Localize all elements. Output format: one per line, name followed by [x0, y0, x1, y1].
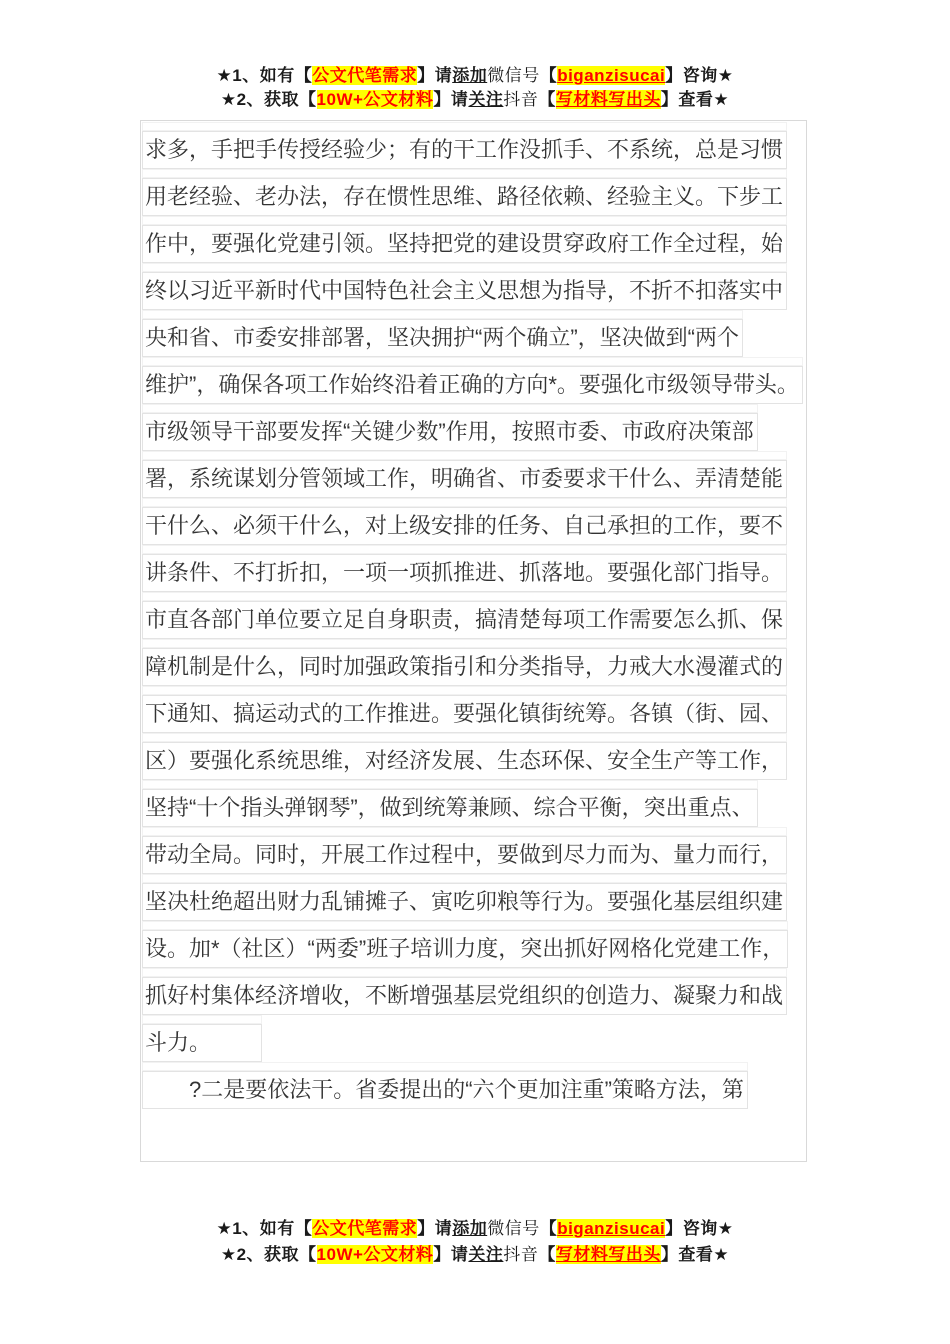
- line-spacer: [142, 968, 787, 977]
- line-spacer: [142, 639, 787, 648]
- body-line-text: 央和省、市委安排部署，坚决拥护“两个确立”，坚决做到“两个: [142, 319, 743, 357]
- body-line-text: 坚决杜绝超出财力乱铺摊子、寅吃卯粮等行为。要强化基层组织建: [142, 883, 787, 921]
- promo-segment: 】请: [433, 90, 469, 109]
- promo-segment: 添加: [452, 66, 488, 85]
- body-line-text: 署，系统谋划分管领域工作，明确省、市委要求干什么、弄清楚能: [142, 460, 787, 498]
- body-line-row: [142, 1015, 262, 1062]
- line-spacer: [142, 169, 787, 178]
- body-line-row: [142, 921, 788, 968]
- body-line-text: 终以习近平新时代中国特色社会主义思想为指导，不折不扣落实中: [142, 272, 787, 310]
- line-spacer: [142, 498, 787, 507]
- promo-segment: biganzisucai: [557, 1219, 666, 1238]
- body-line-row: [142, 404, 758, 451]
- line-spacer: [142, 545, 787, 554]
- body-line-text: 讲条件、不打折扣，一项一项抓推进、抓落地。要强化部门指导。: [142, 554, 787, 592]
- promo-header-line-1: [0, 64, 950, 88]
- promo-segment: 10W+公文材料: [316, 90, 434, 109]
- line-spacer: [142, 357, 803, 366]
- line-spacer: [142, 310, 743, 319]
- line-spacer: [142, 686, 787, 695]
- promo-segment: 【: [539, 1219, 558, 1238]
- body-line-text: 带动全局。同时，开展工作过程中，要做到尽力而为、量力而行，: [142, 836, 787, 874]
- body-line-row: [142, 545, 787, 592]
- promo-segment: 】咨询★: [665, 66, 734, 85]
- body-line-text: 坚持“十个指头弹钢琴”，做到统筹兼顾、综合平衡，突出重点、: [142, 789, 758, 827]
- body-line-text: ?二是要依法干。省委提出的“六个更加注重”策略方法，第: [142, 1071, 748, 1109]
- body-line-text: 市级领导干部要发挥“关键少数”作用，按照市委、市政府决策部: [142, 413, 758, 451]
- promo-segment: 】咨询★: [665, 1219, 734, 1238]
- document-body-container: [140, 120, 807, 1162]
- body-line-row: [142, 122, 787, 169]
- promo-segment: 微信号: [487, 66, 540, 85]
- line-spacer: [142, 216, 787, 225]
- promo-segment: 】查看★: [660, 90, 730, 109]
- line-spacer: [142, 404, 758, 413]
- promo-segment: 抖音: [503, 1245, 539, 1264]
- body-line-row: [142, 639, 787, 686]
- promo-segment: 抖音: [503, 90, 539, 109]
- promo-segment: 关注: [468, 1245, 504, 1264]
- body-line-row: [142, 357, 803, 404]
- line-spacer: [142, 263, 787, 272]
- body-line-row: [142, 451, 787, 498]
- promo-header: [0, 64, 950, 112]
- body-line-row: [142, 733, 787, 780]
- promo-segment: 】请: [433, 1245, 469, 1264]
- promo-segment: 】请: [417, 66, 453, 85]
- body-line-row: [142, 263, 787, 310]
- promo-segment: 公文代笔需求: [312, 1219, 418, 1238]
- body-line-text: 障机制是什么，同时加强政策指引和分类指导，力戒大水漫灌式的: [142, 648, 787, 686]
- body-line-row: [142, 968, 787, 1015]
- line-spacer: [142, 921, 788, 930]
- body-line-row: [142, 592, 787, 639]
- promo-segment: 】查看★: [660, 1245, 730, 1264]
- body-line-row: [142, 216, 787, 263]
- promo-segment: 【: [539, 66, 558, 85]
- body-line-text: 维护”，确保各项工作始终沿着正确的方向*。要强化市级领导带头。: [142, 366, 803, 404]
- promo-segment: 【: [538, 90, 556, 109]
- promo-segment: 公文代笔需求: [312, 66, 418, 85]
- line-spacer: [142, 827, 787, 836]
- promo-segment: 【: [538, 1245, 556, 1264]
- body-line-text: 干什么、必须干什么，对上级安排的任务、自己承担的工作，要不: [142, 507, 787, 545]
- body-line-row: [142, 169, 787, 216]
- body-line-text: 作中，要强化党建引领。坚持把党的建设贯穿政府工作全过程，始: [142, 225, 787, 263]
- promo-segment: 添加: [452, 1219, 488, 1238]
- promo-segment: ★2、获取【: [220, 1245, 317, 1264]
- promo-segment: biganzisucai: [557, 66, 666, 85]
- body-line-text: 求多，手把手传授经验少；有的干工作没抓手、不系统，总是习惯: [142, 131, 787, 169]
- promo-segment: 微信号: [487, 1219, 540, 1238]
- body-line-row: [142, 686, 787, 733]
- promo-segment: 10W+公文材料: [316, 1245, 434, 1264]
- body-line-row: [142, 780, 758, 827]
- line-spacer: [142, 122, 787, 131]
- line-spacer: [142, 780, 758, 789]
- promo-footer-line-1: [0, 1216, 950, 1242]
- body-line-text: 斗力。: [142, 1024, 262, 1062]
- body-line-text: 用老经验、老办法，存在惯性思维、路径依赖、经验主义。下步工: [142, 178, 787, 216]
- body-line-row: [142, 310, 743, 357]
- line-spacer: [142, 1062, 748, 1071]
- document-body-lines: [142, 122, 806, 1109]
- promo-segment: 】请: [417, 1219, 453, 1238]
- body-line-text: 区）要强化系统思维，对经济发展、生态环保、安全生产等工作，: [142, 742, 787, 780]
- body-line-text: 市直各部门单位要立足自身职责，搞清楚每项工作需要怎么抓、保: [142, 601, 787, 639]
- promo-segment: ★2、获取【: [220, 90, 317, 109]
- promo-segment: 写材料写出头: [555, 90, 661, 109]
- promo-segment: 写材料写出头: [555, 1245, 661, 1264]
- promo-segment: ★1、如有【: [216, 66, 313, 85]
- body-line-text: 抓好村集体经济增收，不断增强基层党组织的创造力、凝聚力和战: [142, 977, 787, 1015]
- line-spacer: [142, 592, 787, 601]
- promo-header-line-2: [0, 88, 950, 112]
- promo-footer-line-2: [0, 1242, 950, 1268]
- body-line-row: [142, 827, 787, 874]
- promo-segment: 关注: [468, 90, 504, 109]
- line-spacer: [142, 733, 787, 742]
- body-line-text: 下通知、搞运动式的工作推进。要强化镇街统筹。各镇（街、园、: [142, 695, 787, 733]
- body-line-row: [142, 498, 787, 545]
- promo-segment: ★1、如有【: [216, 1219, 313, 1238]
- body-line-text: 设。加*（社区）“两委”班子培训力度，突出抓好网格化党建工作，: [142, 930, 788, 968]
- body-line-row: [142, 1062, 748, 1109]
- promo-footer: [0, 1216, 950, 1268]
- body-line-row: [142, 874, 787, 921]
- line-spacer: [142, 874, 787, 883]
- line-spacer: [142, 451, 787, 460]
- line-spacer: [142, 1015, 262, 1024]
